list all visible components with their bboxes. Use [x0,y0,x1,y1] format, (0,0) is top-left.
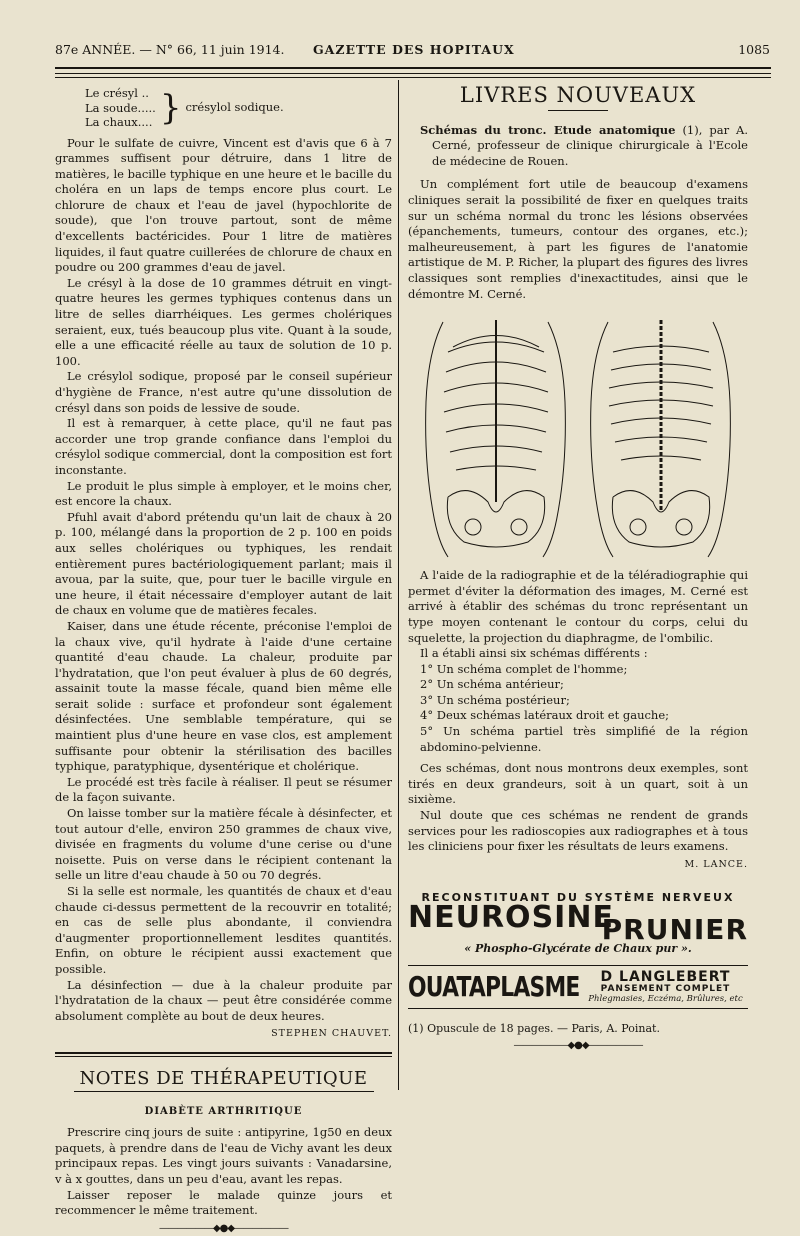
ornament-divider: ——————◆●◆—————— [158,1222,289,1234]
paragraph: Pfuhl avait d'abord prétendu qu'un lait de chaux à 20 p. 100, mélangé dans la proportion de 2 p. 100 en poids aux selles cholériques ou typhiques, les rendait entièrement pures bactériologiquement parlant; mais il avoua, par la suite, que, pour tuer le bacille virgule en une heure, il était nécessaire d'employer autant de lait de chaux en volume que de matières fecales. [55,509,392,618]
header-rule [55,77,771,78]
ad-uses: Phlegmasies, Eczéma, Brûlures, etc [588,993,743,1004]
list-item: 3° Un schéma postérieur; [420,692,570,707]
paragraph: Le crésyl à la dose de 10 grammes détruit en vingt-quatre heures les germes typhiques contenus dans un litre de selles diarrhéiques. Les germes cholériques seraient, eux, tués beaucoup plus vite. Quant à la soude, elle a une efficacité réelle au taux de solution de 10 p. 100. [55,275,392,368]
paragraph: Le crésylol sodique, proposé par le conseil supérieur d'hygiène de France, n'est autre qu'une dissolution de crésyl dans son poids de lessive de soude. [55,369,392,415]
ad-brand-name: PRUNIER [601,912,748,946]
paragraph: On laisse tomber sur la matière fécale à désinfecter, et tout autour d'elle, environ 250 grammes de chaux vive, divisée en fragments du volume d'une cerise ou d'une noisette. Puis on verse dans le récipient contenant la selle un litre d'eau chaude à 50 ou 70 degrés. [55,806,392,883]
section-rule [55,1052,392,1057]
header-rule [55,73,771,74]
ad-maker: D LANGLEBERT [600,968,731,985]
neurosine-advertisement [408,890,748,956]
paragraph: Prescrire cinq jours de suite : antipyrine, 1g50 en deux paquets, à prendre dans de l'eau de Vichy avant les deux principaux repas. Les vingt jours suivants : Vanadarsine, v à x gouttes, dans un peu d'eau, avant les repas. [55,1125,392,1186]
skeleton-illustration [408,312,748,560]
left-column [55,86,392,1236]
ouataplasme-advertisement [408,965,748,1009]
author-signature: STEPHEN CHAUVET. [271,1028,392,1040]
masthead: GAZETTE DES HOPITAUX [313,42,515,57]
book-title: Schémas du tronc. Etude anatomique [420,122,676,137]
trunk-schema-figure [408,312,748,560]
paragraph: Il a établi ainsi six schémas différents : [420,646,648,661]
brace-target: crésylol sodique. [185,99,284,114]
page-header [55,42,770,62]
header-rule [55,67,771,69]
list-item: 4° Deux schémas latéraux droit et gauche; [420,708,670,723]
ad-product-name: NEUROSINE [408,900,614,935]
footnote-text: (1) Opuscule de 18 pages. — Paris, A. Poinat. [408,1021,660,1035]
author-signature: M. LANCE. [684,858,748,870]
title-rule [74,1091,374,1092]
paragraph: Laisser reposer le malade quinze jours et recommencer le même traitement. [55,1187,392,1218]
paragraph: Ces schémas, dont nous montrons deux exemples, sont tirés en deux grandeurs, soit à un quart, soit à un sixième. [408,761,748,807]
paragraph: Pour le sulfate de cuivre, Vincent est d'avis que 6 à 7 grammes suffisent pour détruire, dans 1 litre de matières, le bacille typhique en une heure et le bacille du choléra en un laps de temps encore plus court. Le chlorure de chaux et l'eau de javel (hypochlorite de soude), que l'on trouve partout, sont de même d'excellents bactéricides. Pour 1 litre de matières liquides, il faut quatre cuillerées de chlorure de chaux en poudre ou 200 grammes d'eau de javel. [55,135,392,275]
paragraph: Nul doute que ces schémas ne rendent de grands services pour les radioscopies aux radiographes et à tous les cliniciens pour fixer les résultats de leurs examens. [408,808,748,854]
paragraph: Le procédé est très facile à réaliser. Il peut se résumer de la façon suivante. [55,774,392,805]
section-title: NOTES DE THÉRAPEUTIQUE [79,1067,368,1089]
book-reference [420,123,748,170]
list-item: 2° Un schéma antérieur; [420,677,564,692]
list-item: 1° Un schéma complet de l'homme; [420,661,628,676]
page-number: 1085 [738,42,770,57]
schema-list [408,662,748,756]
section-subheading: DIABÈTE ARTHRITIQUE [144,1105,303,1117]
paragraph: La désinfection — due à la chaleur produite par l'hydratation de la chaux — peut être considérée comme absolument complète au bout de deux heures. [55,977,392,1023]
issue-info: 87e ANNÉE. — N° 66, 11 juin 1914. [55,42,285,57]
brace-item: Le crésyl .. [85,86,149,100]
paragraph: Le produit le plus simple à employer, et le moins cher, est encore la chaux. [55,478,392,509]
section-title: LIVRES NOUVEAUX [459,83,697,107]
ad-maker-block [583,970,748,1004]
ornament-divider: ——————◆●◆—————— [513,1040,643,1052]
title-rule [548,110,608,111]
ad-description: « Phospho-Glycérate de Chaux pur ». [464,942,692,956]
footnote [408,1021,748,1037]
column-separator [398,80,399,1090]
paragraph: Un complément fort utile de beaucoup d'examens cliniques serait la possibilité de fixer en quelques traits sur un schéma normal du tronc les lésions observées (épanchements, tumeurs, contour des organes, etc.); malheureusement, à part les figures de l'anatomie artistique de M. P. Richer, la plupart des figures des livres classiques sont remplies d'inexactitudes, ainsi que le démontre M. Cerné. [408,177,748,301]
paragraph: A l'aide de la radiographie et de la téléradiographie qui permet d'éviter la déformation des images, M. Cerné est arrivé à établir des schémas du tronc représentant un type moyen contenant le contour du corps, celui du squelette, la projection du diaphragme, de l'ombilic. [408,568,748,645]
brace-item: La chaux.... [85,115,153,129]
paragraph: Kaiser, dans une étude récente, préconise l'emploi de la chaux vive, qu'il hydrate à l'aide d'une certaine quantité d'eau chaude. La chaleur, produite par l'hydratation, que l'on peut évaluer à plus de 60 degrés, assainit toute la masse fécale, quand bien même elle serait solide : surface et profondeur sont également désinfectées. Une semblable température, qui se maintient plus d'une heure en vase clos, est amplement suffisante pour obtenir la stérilisation des bacilles typhique, paratyphique, dysentérique et cholérique. [55,618,392,774]
ad-product-name: OUATAPLASME [408,969,580,1003]
brace-list [85,86,392,130]
right-column [408,83,749,1054]
list-item: 5° Un schéma partiel très simplifié de la région abdomino-pelvienne. [420,724,748,754]
paragraph: Il est à remarquer, à cette place, qu'il ne faut pas accorder une trop grande confiance dans l'emploi du crésylol sodique commercial, dont la composition est fort inconstante. [55,416,392,477]
ad-subtitle: PANSEMENT COMPLET [600,983,731,994]
brace-glyph: } [159,87,182,128]
paragraph: Si la selle est normale, les quantités de chaux et d'eau chaude ci-dessus permettent de la recouvrir en totalité; en cas de selle plus abondante, il conviendra d'augmenter proportionnellement lesdites quantités. Enfin, on obture le récipient aussi exactement que possible. [55,884,392,976]
brace-item: La soude..... [85,100,156,115]
ad-tagline: RECONSTITUANT DU SYSTÈME NERVEUX [421,891,735,905]
book-details: (1), par A. Cerné, professeur de clinique chirurgicale à l'Ecole de médecine de Rouen. [432,122,749,168]
